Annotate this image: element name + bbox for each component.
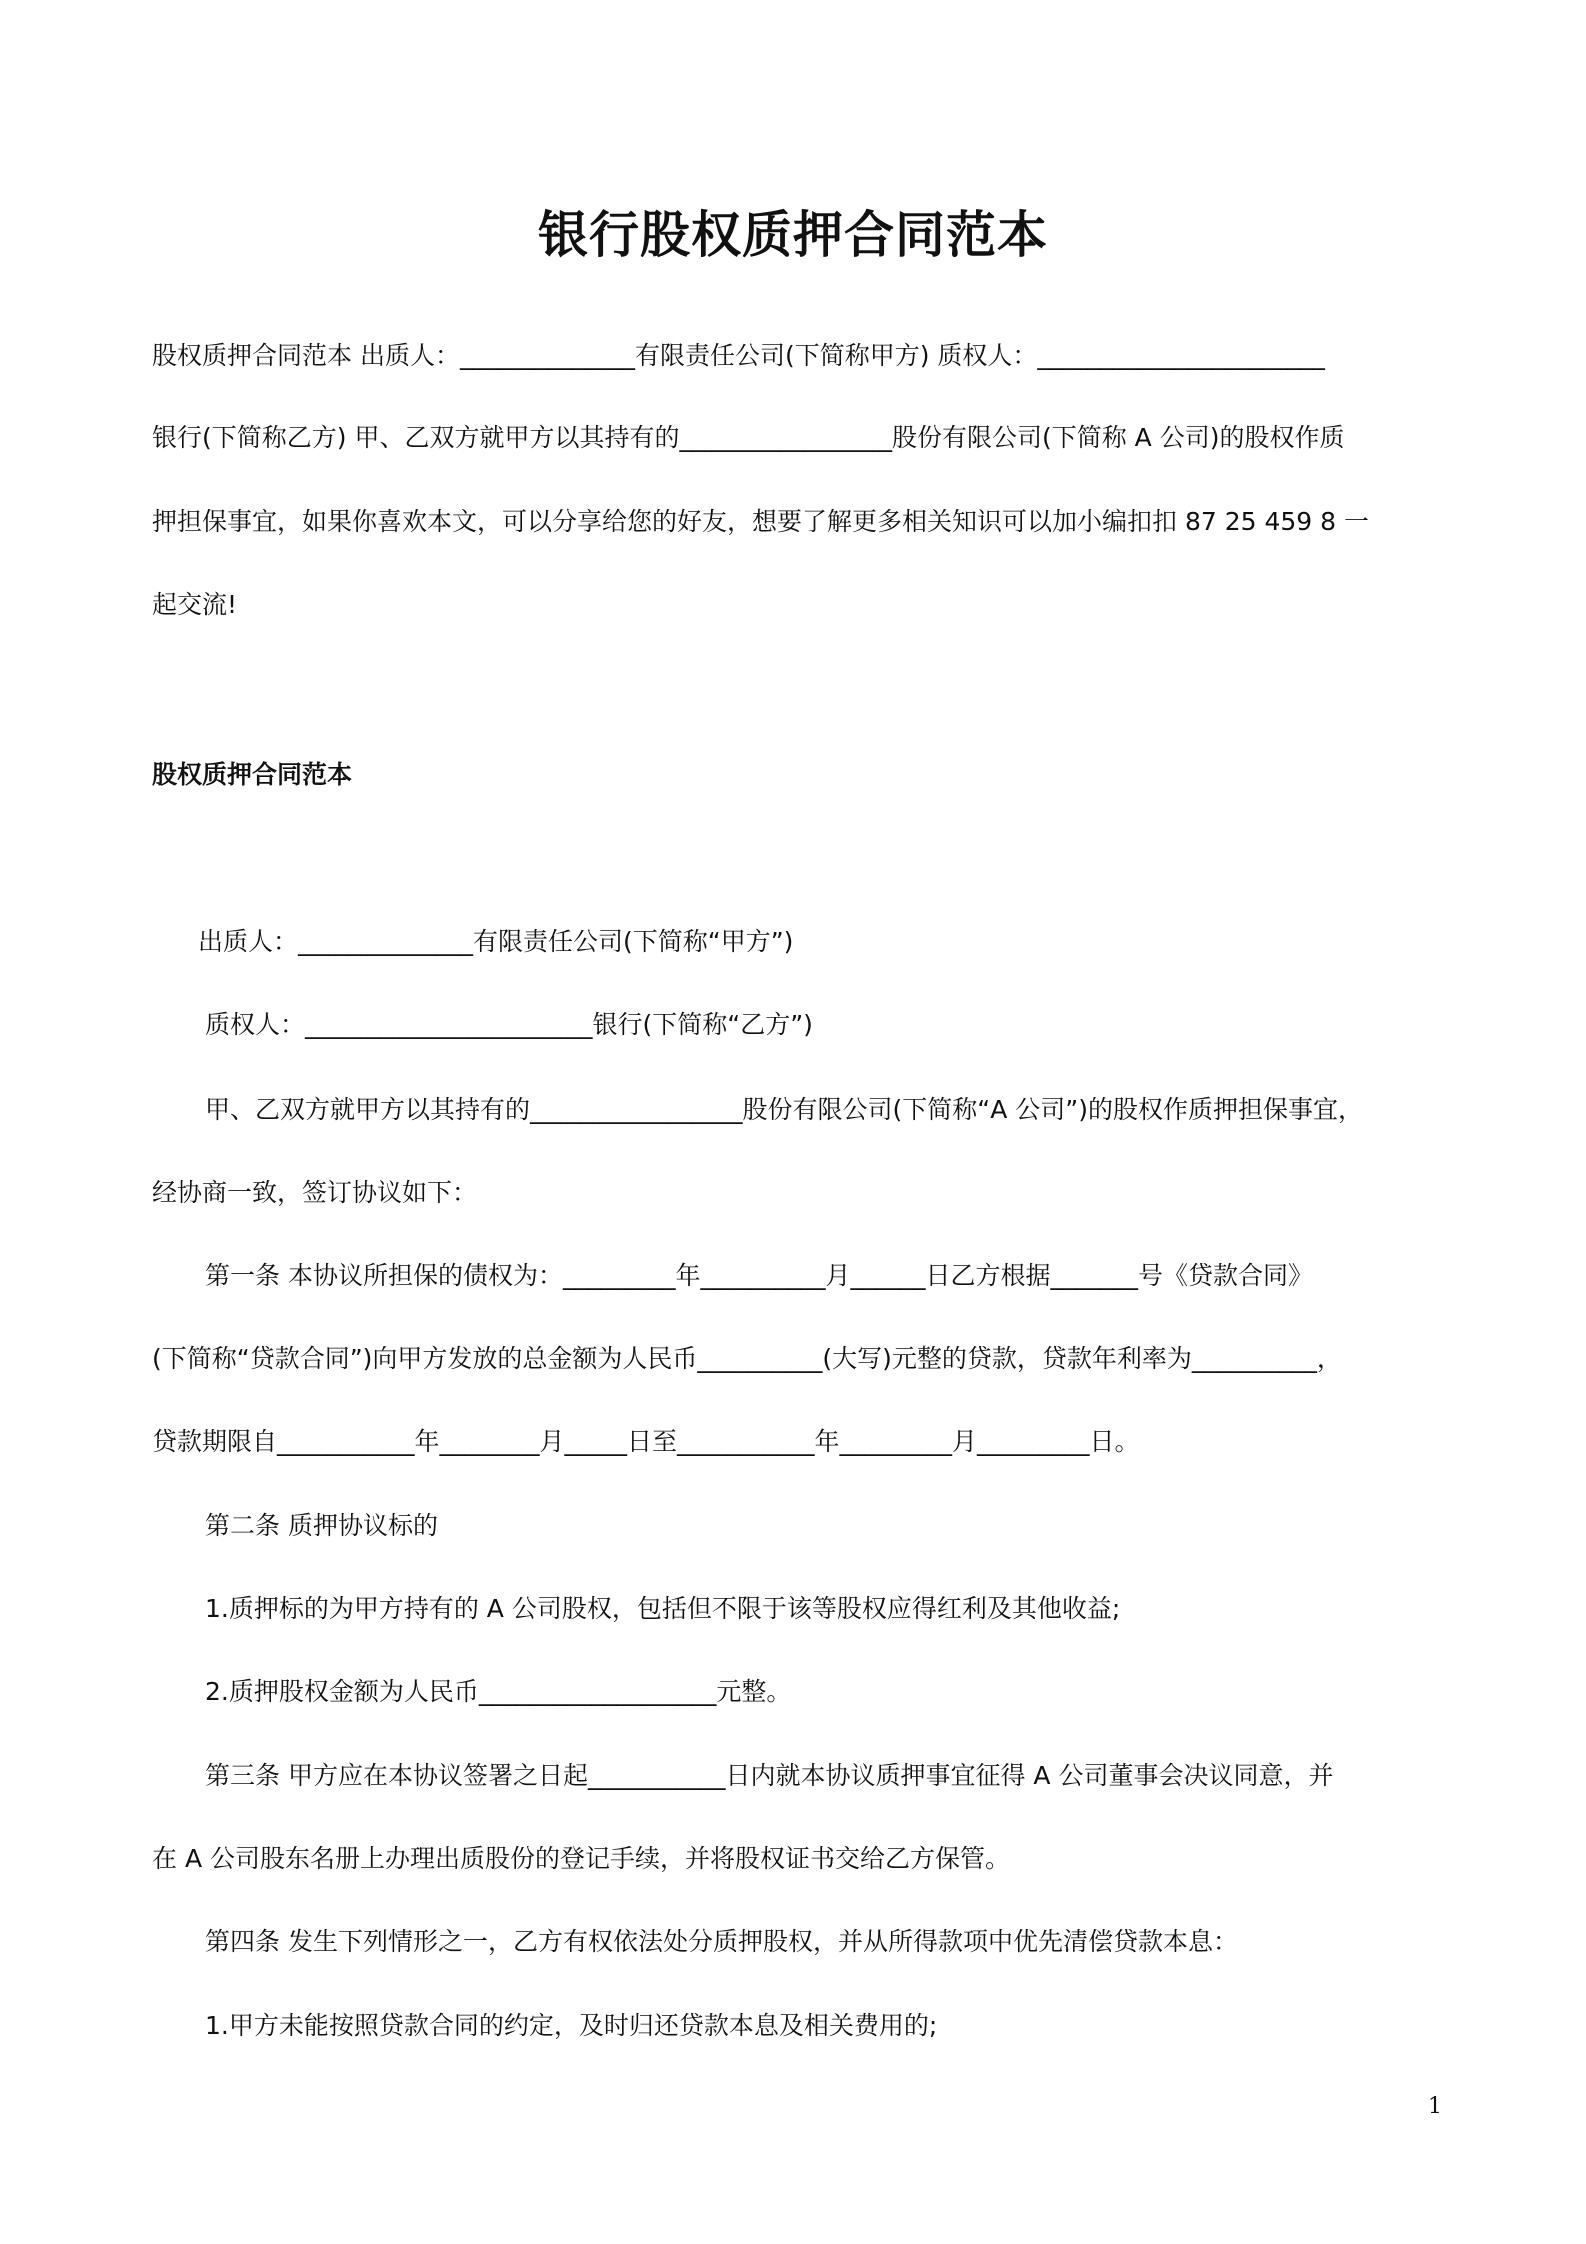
- article-2-item-2: 2.质押股权金额为人民币___________________元整。: [205, 1677, 792, 1706]
- article-1-line-2: (下简称“贷款合同”)向甲方发放的总金额为人民币__________(大写)元整的贷款，贷款年利率为__________，: [152, 1344, 1342, 1373]
- page-number: 1: [1428, 2094, 1442, 2119]
- article-1-line-3: 贷款期限自___________年________月_____日至___________年_________月_________日。: [152, 1427, 1140, 1456]
- article-3-line-2: 在 A 公司股东名册上办理出质股份的登记手续，并将股权证书交给乙方保管。: [152, 1844, 1010, 1873]
- section-heading: 股权质押合同范本: [152, 760, 353, 789]
- article-2-heading: 第二条 质押协议标的: [205, 1511, 438, 1540]
- article-1-line-1: 第一条 本协议所担保的债权为：_________年__________月______日乙方根据_______号《贷款合同》: [205, 1261, 1313, 1290]
- article-2-item-1: 1.质押标的为甲方持有的 A 公司股权，包括但不限于该等股权应得红利及其他收益;: [205, 1594, 1121, 1623]
- intro-line-3: 押担保事宜，如果你喜欢本文，可以分享给您的好友，想要了解更多相关知识可以加小编扣扣 87 25 459 8 一: [152, 507, 1369, 536]
- intro-line-4: 起交流!: [152, 590, 238, 619]
- preamble-line-1: 甲、乙双方就甲方以其持有的_________________股份有限公司(下简称“A 公司”)的股权作质押担保事宜，: [205, 1095, 1363, 1124]
- intro-line-2: 银行(下简称乙方) 甲、乙双方就甲方以其持有的_________________股份有限公司(下简称 A 公司)的股权作质: [152, 423, 1345, 452]
- document-title: 银行股权质押合同范本: [538, 206, 1048, 264]
- preamble-line-2: 经协商一致，签订协议如下：: [152, 1178, 478, 1207]
- article-4-heading: 第四条 发生下列情形之一，乙方有权依法处分质押股权，并从所得款项中优先清偿贷款本息：: [205, 1927, 1238, 1956]
- intro-line-1: 股权质押合同范本 出质人：______________有限责任公司(下简称甲方) 质权人：_______________________: [152, 341, 1325, 370]
- article-4-item-1: 1.甲方未能按照贷款合同的约定，及时归还贷款本息及相关费用的;: [205, 2011, 938, 2040]
- pledgee-line: 质权人：_______________________银行(下简称“乙方”): [205, 1010, 813, 1039]
- article-3-line-1: 第三条 甲方应在本协议签署之日起___________日内就本协议质押事宜征得 A 公司董事会决议同意，并: [205, 1761, 1334, 1790]
- pledgor-line: 出质人：______________有限责任公司(下简称“甲方”): [198, 927, 794, 956]
